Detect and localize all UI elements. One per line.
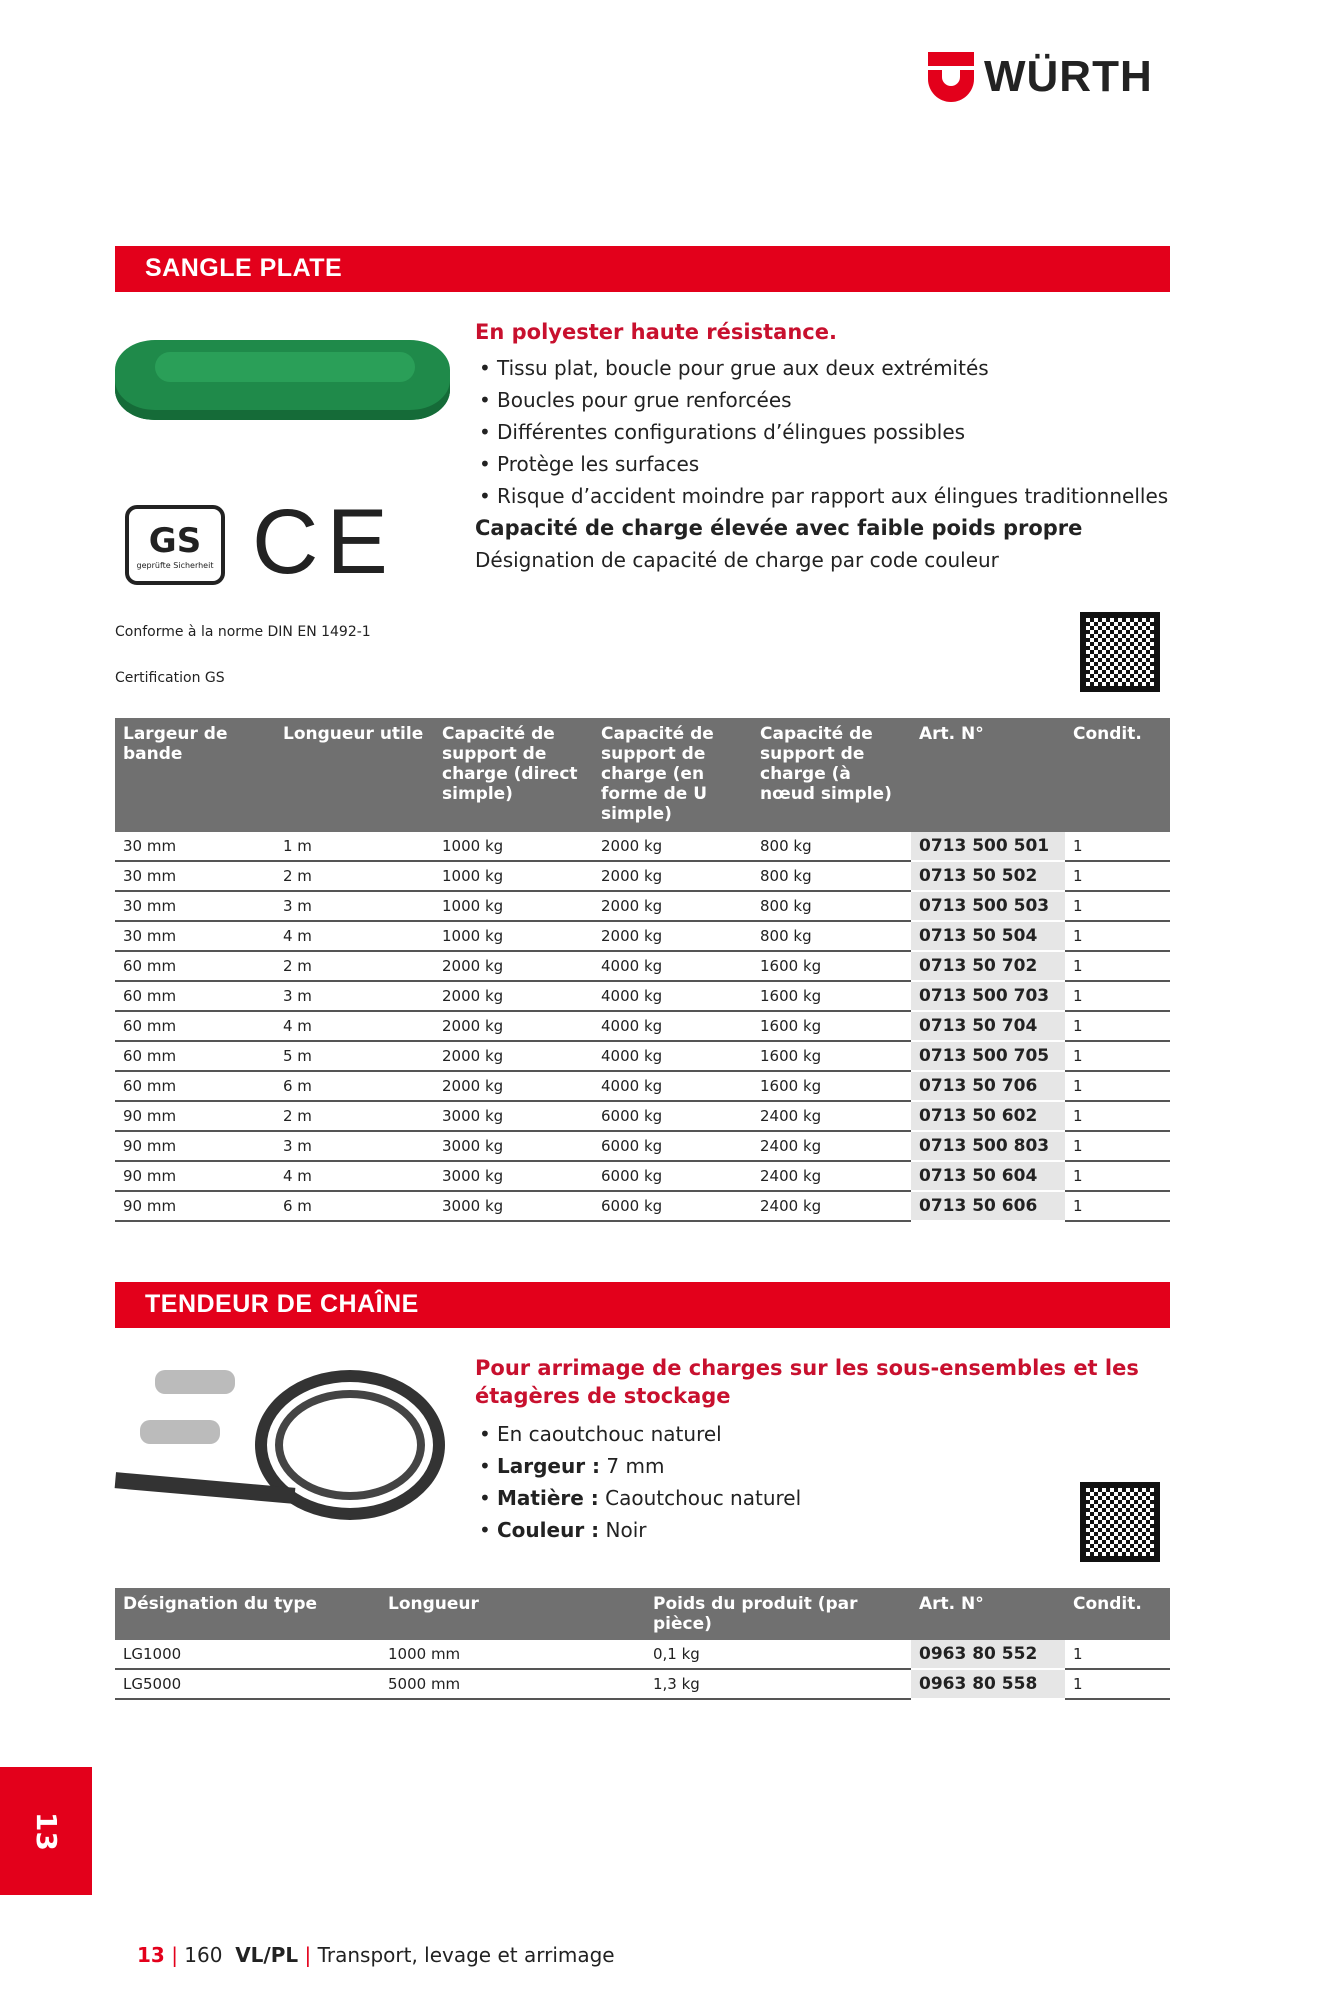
table-cell: 1 m bbox=[275, 832, 434, 861]
table-cell: 6000 kg bbox=[593, 1191, 752, 1221]
table-cell: 90 mm bbox=[115, 1191, 275, 1221]
table-cell: 2000 kg bbox=[593, 891, 752, 921]
table-cell: 2000 kg bbox=[434, 1011, 593, 1041]
table-cell: 4000 kg bbox=[593, 1011, 752, 1041]
feature-value: 7 mm bbox=[606, 1454, 665, 1478]
article-number[interactable]: 0713 50 604 bbox=[911, 1161, 1065, 1191]
feature bbox=[475, 1482, 1175, 1514]
table-cell: 3000 kg bbox=[434, 1161, 593, 1191]
table-cell: 2 m bbox=[275, 861, 434, 891]
table-cell: 60 mm bbox=[115, 1041, 275, 1071]
col-header: Art. N° bbox=[911, 718, 1065, 832]
table-cell: 60 mm bbox=[115, 1071, 275, 1101]
tendeur-table bbox=[115, 1588, 1170, 1700]
col-header: Longueur utile bbox=[275, 718, 434, 832]
table-cell: 30 mm bbox=[115, 921, 275, 951]
sangle-features bbox=[475, 352, 1175, 512]
table-cell: 3 m bbox=[275, 981, 434, 1011]
table-cell: 1600 kg bbox=[752, 1011, 911, 1041]
table-cell: 1 bbox=[1065, 1669, 1170, 1699]
table-cell: 800 kg bbox=[752, 832, 911, 861]
table-cell: 6000 kg bbox=[593, 1101, 752, 1131]
table-cell: 0,1 kg bbox=[645, 1640, 911, 1669]
table-cell: 30 mm bbox=[115, 891, 275, 921]
table-row bbox=[115, 861, 1170, 891]
wurth-logo-mark bbox=[928, 52, 974, 102]
table-cell: 1 bbox=[1065, 1640, 1170, 1669]
feature bbox=[475, 1514, 1175, 1546]
article-number[interactable]: 0713 500 501 bbox=[911, 832, 1065, 861]
chapter-number: 13 bbox=[29, 1811, 63, 1851]
table-cell: 1000 kg bbox=[434, 921, 593, 951]
table-row bbox=[115, 951, 1170, 981]
feature: • Risque d’accident moindre par rapport aux élingues traditionnelles bbox=[475, 480, 1175, 512]
table-row bbox=[115, 891, 1170, 921]
table-cell: 1600 kg bbox=[752, 951, 911, 981]
article-number[interactable]: 0713 50 606 bbox=[911, 1191, 1065, 1221]
tendeur-image bbox=[115, 1360, 455, 1530]
feature bbox=[475, 1450, 1175, 1482]
table-cell: 1 bbox=[1065, 1071, 1170, 1101]
table-cell: 800 kg bbox=[752, 891, 911, 921]
feature: • Protège les surfaces bbox=[475, 448, 1175, 480]
sangle-subtitle: En polyester haute résistance. bbox=[475, 320, 837, 344]
table-cell: 1600 kg bbox=[752, 1041, 911, 1071]
table-cell: 90 mm bbox=[115, 1131, 275, 1161]
tendeur-features bbox=[475, 1418, 1175, 1546]
article-number[interactable]: 0713 500 703 bbox=[911, 981, 1065, 1011]
table-row bbox=[115, 1041, 1170, 1071]
table-cell: 30 mm bbox=[115, 861, 275, 891]
feature: • En caoutchouc naturel bbox=[475, 1418, 1175, 1450]
table-cell: 1 bbox=[1065, 832, 1170, 861]
col-header: Art. N° bbox=[911, 1588, 1065, 1640]
table-cell: 1000 kg bbox=[434, 891, 593, 921]
article-number[interactable]: 0963 80 558 bbox=[911, 1669, 1065, 1699]
table-cell: 6000 kg bbox=[593, 1131, 752, 1161]
table-cell: 2000 kg bbox=[434, 1071, 593, 1101]
table-cell: 90 mm bbox=[115, 1161, 275, 1191]
table-cell: 6 m bbox=[275, 1191, 434, 1221]
footer-section: Transport, levage et arrimage bbox=[317, 1943, 615, 1967]
sangle-line: Désignation de capacité de charge par code couleur bbox=[475, 548, 999, 572]
feature: • Tissu plat, boucle pour grue aux deux extrémités bbox=[475, 352, 1175, 384]
wurth-logo bbox=[928, 52, 1153, 102]
table-cell: 2000 kg bbox=[593, 832, 752, 861]
table-cell: 1600 kg bbox=[752, 981, 911, 1011]
table-cell: 2400 kg bbox=[752, 1101, 911, 1131]
table-cell: 3000 kg bbox=[434, 1101, 593, 1131]
col-header: Condit. bbox=[1065, 718, 1170, 832]
table-cell: 90 mm bbox=[115, 1101, 275, 1131]
table-cell: 4 m bbox=[275, 1011, 434, 1041]
article-number[interactable]: 0713 50 706 bbox=[911, 1071, 1065, 1101]
table-cell: 2400 kg bbox=[752, 1191, 911, 1221]
table-cell: 2000 kg bbox=[434, 1041, 593, 1071]
table-cell: 1 bbox=[1065, 891, 1170, 921]
article-number[interactable]: 0713 500 503 bbox=[911, 891, 1065, 921]
brand-name: WÜRTH bbox=[984, 52, 1153, 101]
table-cell: 800 kg bbox=[752, 861, 911, 891]
article-number[interactable]: 0713 500 803 bbox=[911, 1131, 1065, 1161]
feature: • Boucles pour grue renforcées bbox=[475, 384, 1175, 416]
table-cell: 1600 kg bbox=[752, 1071, 911, 1101]
table-cell: 1 bbox=[1065, 861, 1170, 891]
col-header: Capacité de support de charge (en forme de U simple) bbox=[593, 718, 752, 832]
table-cell: 2000 kg bbox=[434, 951, 593, 981]
table-cell: 5000 mm bbox=[380, 1669, 645, 1699]
col-header: Longueur bbox=[380, 1588, 645, 1640]
article-number[interactable]: 0713 50 502 bbox=[911, 861, 1065, 891]
table-cell: 2000 kg bbox=[593, 921, 752, 951]
sangle-bold-line: Capacité de charge élevée avec faible poids propre bbox=[475, 516, 1083, 540]
feature-key: Couleur : bbox=[497, 1518, 600, 1542]
gs-small-label: geprüfte Sicherheit bbox=[136, 560, 214, 570]
table-cell: 2400 kg bbox=[752, 1131, 911, 1161]
feature-value: Caoutchouc naturel bbox=[605, 1486, 802, 1510]
table-cell: 4000 kg bbox=[593, 1041, 752, 1071]
article-number[interactable]: 0713 500 705 bbox=[911, 1041, 1065, 1071]
table-row bbox=[115, 1101, 1170, 1131]
table-cell: 2400 kg bbox=[752, 1161, 911, 1191]
gs-label: GS bbox=[148, 520, 202, 561]
ce-mark: CE bbox=[252, 491, 396, 593]
table-cell: 1 bbox=[1065, 981, 1170, 1011]
footer-code: VL/PL bbox=[235, 1943, 299, 1967]
table-cell: 6 m bbox=[275, 1071, 434, 1101]
qr-code[interactable] bbox=[1080, 612, 1160, 692]
table-cell: LG1000 bbox=[115, 1640, 380, 1669]
table-row bbox=[115, 1131, 1170, 1161]
feature-value: Noir bbox=[605, 1518, 647, 1542]
table-cell: 3000 kg bbox=[434, 1131, 593, 1161]
feature: • Différentes configurations d’élingues possibles bbox=[475, 416, 1175, 448]
table-cell: 1 bbox=[1065, 1161, 1170, 1191]
table-cell: LG5000 bbox=[115, 1669, 380, 1699]
article-number[interactable]: 0963 80 552 bbox=[911, 1640, 1065, 1669]
col-header: Largeur de bande bbox=[115, 718, 275, 832]
table-row bbox=[115, 1161, 1170, 1191]
table-row bbox=[115, 1640, 1170, 1669]
table-cell: 2 m bbox=[275, 1101, 434, 1131]
table-cell: 1000 kg bbox=[434, 861, 593, 891]
table-cell: 1 bbox=[1065, 1101, 1170, 1131]
article-number[interactable]: 0713 50 602 bbox=[911, 1101, 1065, 1131]
col-header: Capacité de support de charge (direct simple) bbox=[434, 718, 593, 832]
table-cell: 800 kg bbox=[752, 921, 911, 951]
article-number[interactable]: 0713 50 702 bbox=[911, 951, 1065, 981]
cert-note: Certification GS bbox=[115, 670, 225, 686]
table-row bbox=[115, 1071, 1170, 1101]
table-cell: 1 bbox=[1065, 951, 1170, 981]
table-row bbox=[115, 921, 1170, 951]
gs-mark bbox=[125, 505, 225, 585]
col-header: Poids du produit (par pièce) bbox=[645, 1588, 911, 1640]
table-cell: 4000 kg bbox=[593, 951, 752, 981]
table-cell: 1000 mm bbox=[380, 1640, 645, 1669]
table-cell: 1,3 kg bbox=[645, 1669, 911, 1699]
feature-key: Matière : bbox=[497, 1486, 599, 1510]
table-cell: 30 mm bbox=[115, 832, 275, 861]
sangle-image bbox=[115, 320, 450, 430]
table-cell: 2000 kg bbox=[593, 861, 752, 891]
section-title-tendeur: TENDEUR DE CHAÎNE bbox=[115, 1282, 1170, 1328]
table-cell: 6000 kg bbox=[593, 1161, 752, 1191]
table-cell: 1 bbox=[1065, 1011, 1170, 1041]
table-cell: 5 m bbox=[275, 1041, 434, 1071]
table-row bbox=[115, 1669, 1170, 1699]
table-cell: 1000 kg bbox=[434, 832, 593, 861]
tendeur-subtitle: Pour arrimage de charges sur les sous-ensembles et les étagères de stockage bbox=[475, 1356, 1139, 1408]
table-cell: 4000 kg bbox=[593, 1071, 752, 1101]
table-cell: 2000 kg bbox=[434, 981, 593, 1011]
table-row bbox=[115, 1011, 1170, 1041]
footer-total: 160 bbox=[184, 1943, 223, 1967]
table-row bbox=[115, 1191, 1170, 1221]
col-header: Condit. bbox=[1065, 1588, 1170, 1640]
chapter-tab[interactable] bbox=[0, 1767, 92, 1895]
table-cell: 60 mm bbox=[115, 951, 275, 981]
norm-note: Conforme à la norme DIN EN 1492-1 bbox=[115, 624, 371, 640]
table-cell: 1 bbox=[1065, 1131, 1170, 1161]
table-cell: 1 bbox=[1065, 921, 1170, 951]
article-number[interactable]: 0713 50 704 bbox=[911, 1011, 1065, 1041]
qr-code[interactable] bbox=[1080, 1482, 1160, 1562]
col-header: Désignation du type bbox=[115, 1588, 380, 1640]
feature-key: Largeur : bbox=[497, 1454, 601, 1478]
footer: 13 | 160 VL/PL | Transport, levage et arrimage bbox=[137, 1943, 615, 1967]
table-row bbox=[115, 981, 1170, 1011]
sangle-table bbox=[115, 718, 1170, 1222]
footer-page: 13 bbox=[137, 1943, 165, 1967]
article-number[interactable]: 0713 50 504 bbox=[911, 921, 1065, 951]
table-row bbox=[115, 832, 1170, 861]
table-cell: 2 m bbox=[275, 951, 434, 981]
table-cell: 60 mm bbox=[115, 981, 275, 1011]
table-cell: 3 m bbox=[275, 1131, 434, 1161]
table-cell: 4 m bbox=[275, 921, 434, 951]
section-title-sangle: SANGLE PLATE bbox=[115, 246, 1170, 292]
table-cell: 60 mm bbox=[115, 1011, 275, 1041]
table-cell: 1 bbox=[1065, 1191, 1170, 1221]
table-cell: 4 m bbox=[275, 1161, 434, 1191]
table-cell: 3 m bbox=[275, 891, 434, 921]
table-cell: 1 bbox=[1065, 1041, 1170, 1071]
col-header: Capacité de support de charge (à nœud simple) bbox=[752, 718, 911, 832]
table-cell: 4000 kg bbox=[593, 981, 752, 1011]
table-cell: 3000 kg bbox=[434, 1191, 593, 1221]
